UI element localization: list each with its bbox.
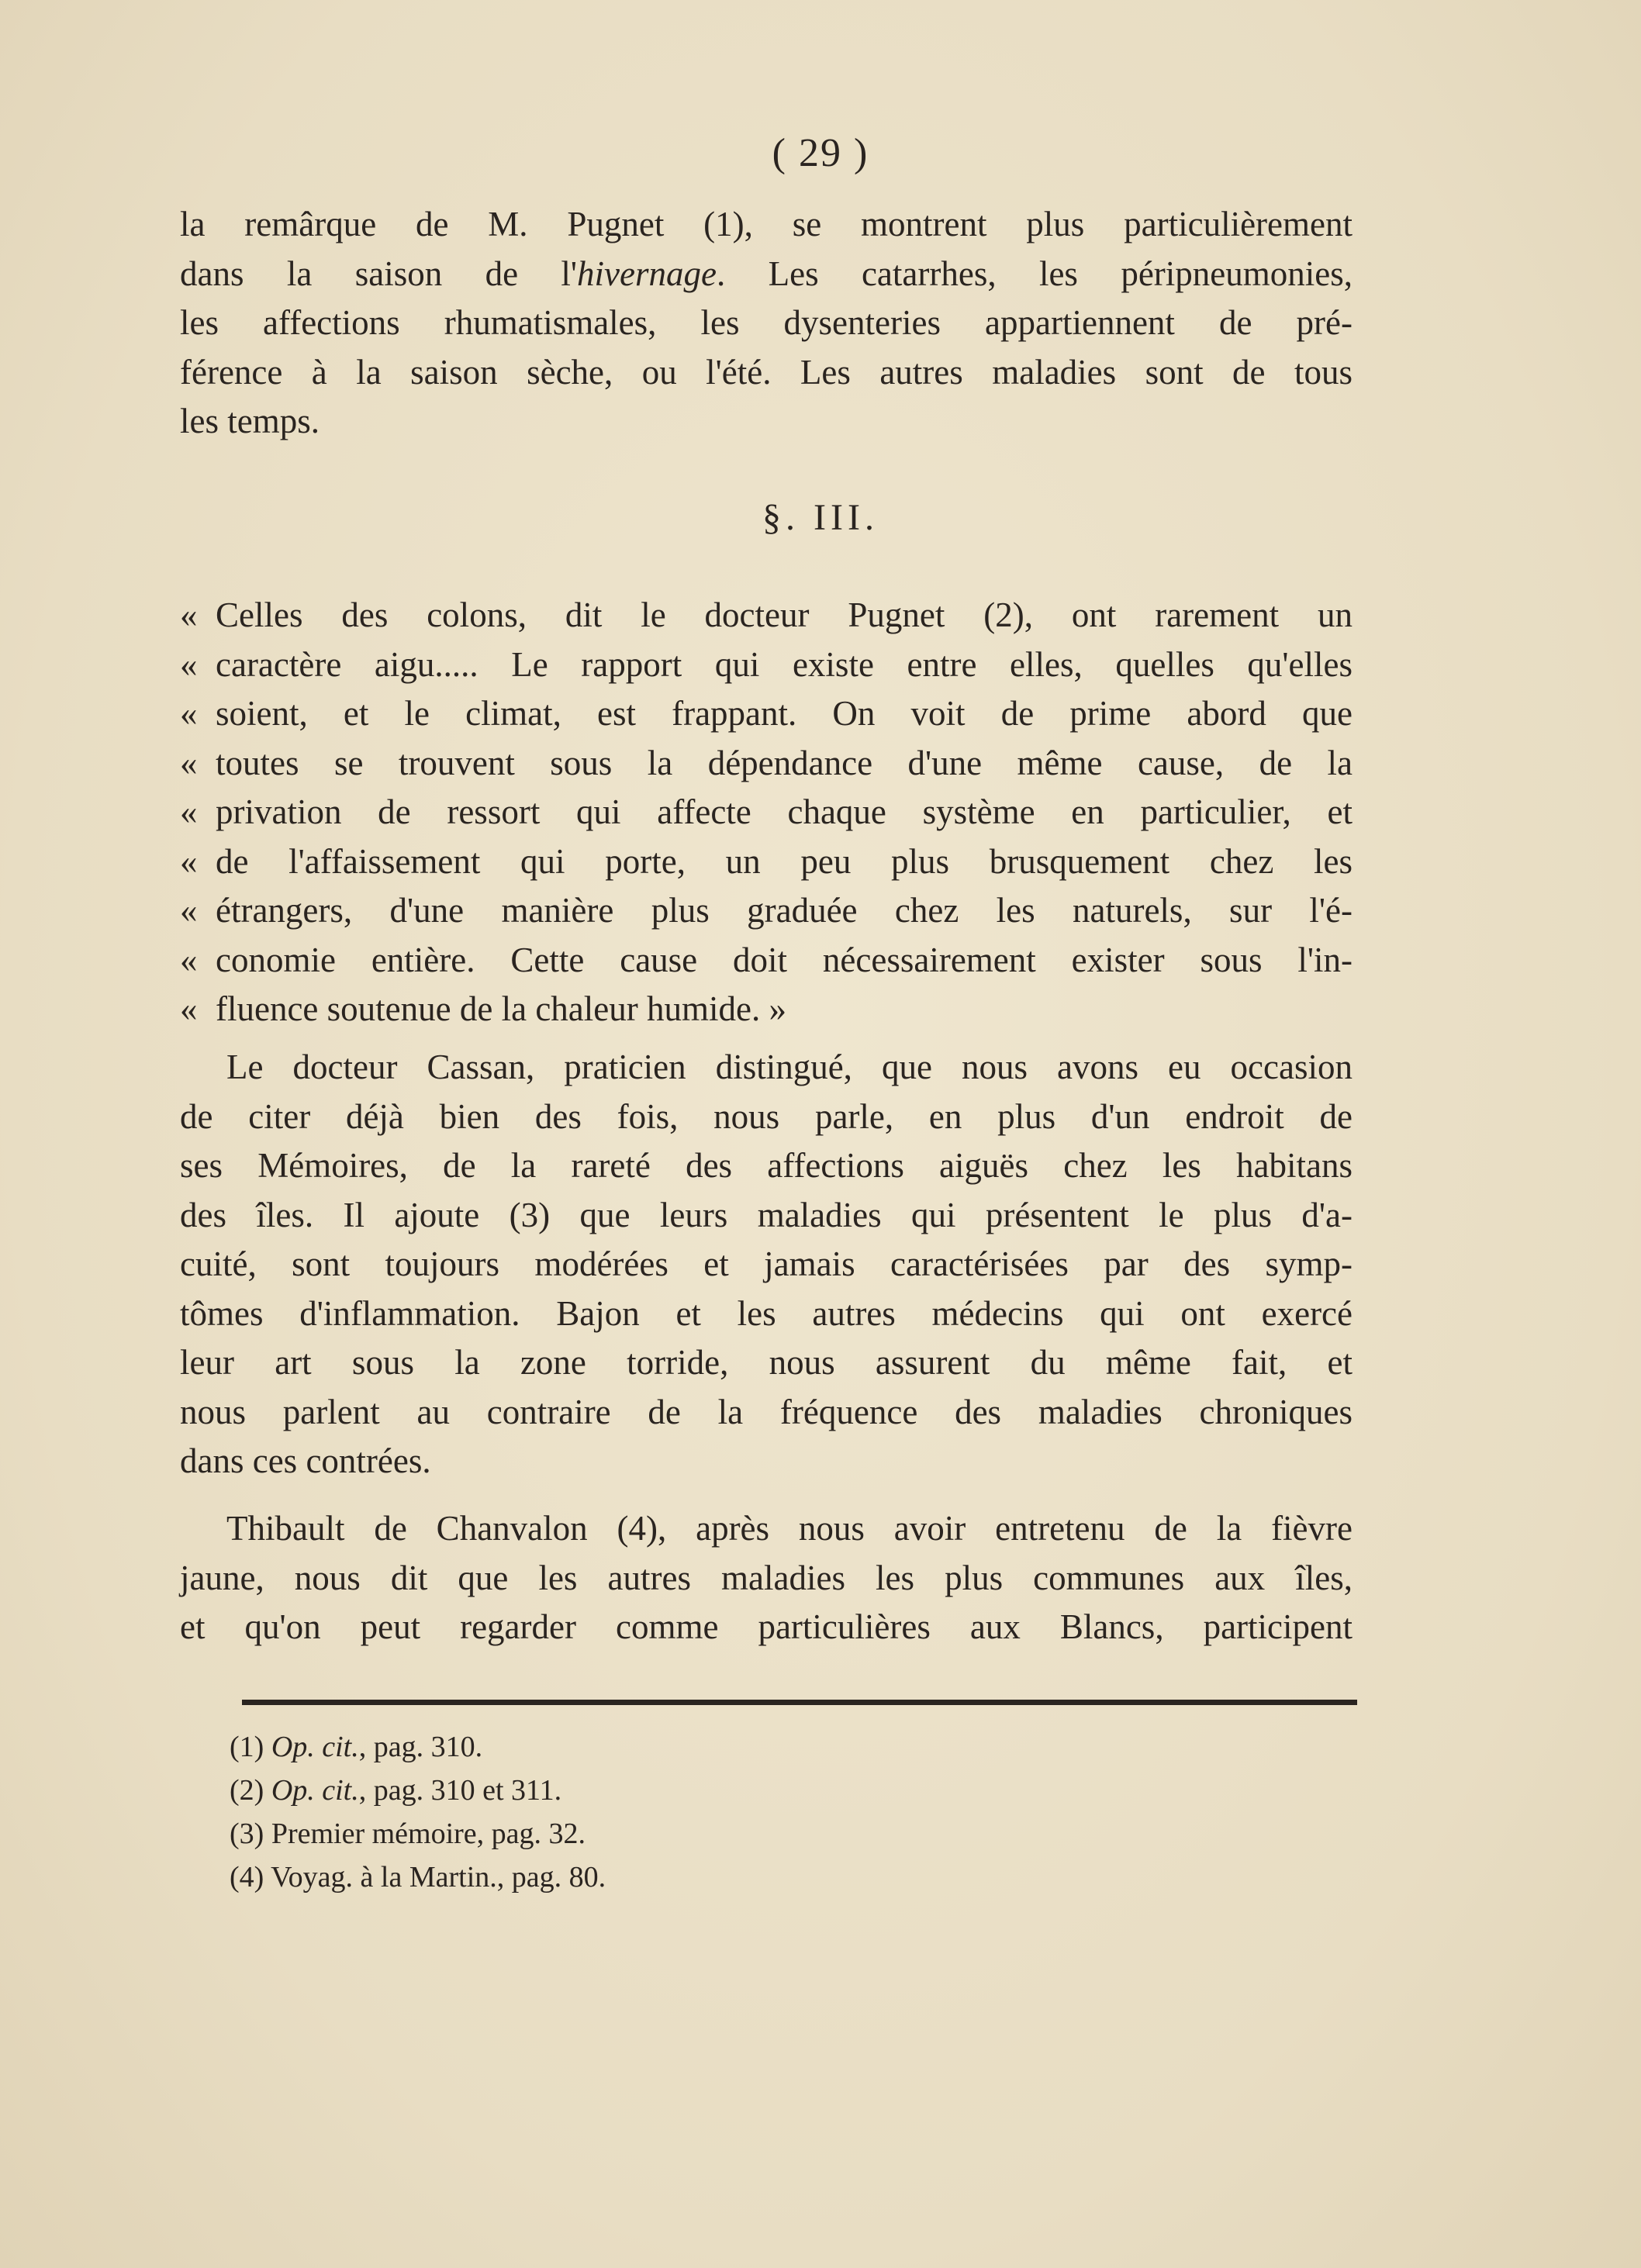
quotation xyxy=(180,591,1353,1034)
quote-line xyxy=(180,936,1353,986)
footnote-text: Premier mémoire, pag. 32. xyxy=(271,1818,586,1850)
footnote-mark: (3) xyxy=(230,1818,264,1850)
quote-line-text: privation de ressort qui affecte chaque système en particulier, et xyxy=(216,792,1353,831)
text-line: Le docteur Cassan, praticien distingué, que nous avons eu occasion xyxy=(226,1048,1353,1086)
text-line: férence à la saison sèche, ou l'été. Les autres maladies sont de tous xyxy=(180,352,1353,392)
paragraph-1 xyxy=(180,200,1353,447)
quote-line xyxy=(180,837,1353,887)
footnotes xyxy=(230,1725,606,1899)
footnote xyxy=(230,1855,606,1899)
quote-mark: « xyxy=(180,989,198,1028)
quote-line-text: Celles des colons, dit le docteur Pugnet (2), ont rarement un xyxy=(216,595,1353,634)
text-line: tômes d'inflammation. Bajon et les autres médecins qui ont exercé xyxy=(180,1293,1353,1333)
paragraph-2 xyxy=(180,1043,1353,1486)
quote-line xyxy=(180,985,1353,1034)
text-line: jaune, nous dit que les autres maladies les plus communes aux îles, xyxy=(180,1558,1353,1597)
footnote-text: , pag. 310 et 311. xyxy=(358,1774,562,1807)
footnote xyxy=(230,1812,606,1855)
quote-line-text: conomie entière. Cette cause doit nécessairement exister sous l'in- xyxy=(216,940,1353,979)
quote-line-text: soient, et le climat, est frappant. On voit de prime abord que xyxy=(216,694,1353,733)
quote-line xyxy=(180,640,1353,690)
text-line xyxy=(180,250,1353,299)
footnote-mark: (2) xyxy=(230,1774,264,1807)
quote-line-text: de l'affaissement qui porte, un peu plus brusquement chez les xyxy=(216,841,1353,881)
text-line: nous parlent au contraire de la fréquence des maladies chroniques xyxy=(180,1392,1353,1431)
quote-line xyxy=(180,886,1353,936)
footnote-rule xyxy=(242,1700,1357,1705)
footnote-mark: (4) xyxy=(230,1861,264,1893)
footnote-ref: Op. cit. xyxy=(271,1731,359,1763)
quote-line xyxy=(180,788,1353,837)
quote-mark: « xyxy=(180,792,198,831)
footnote xyxy=(230,1725,606,1769)
paragraph-3 xyxy=(180,1504,1353,1652)
page-number: ( 29 ) xyxy=(772,131,869,175)
quote-line xyxy=(180,689,1353,739)
emphasized-word: hivernage xyxy=(577,254,717,293)
footnote-mark: (1) xyxy=(230,1731,264,1763)
quote-mark: « xyxy=(180,940,198,979)
section-heading: §. III. xyxy=(762,497,879,538)
text-line: dans ces contrées. xyxy=(180,1441,431,1480)
text-line-content: dans la saison de l'hivernage. Les catarrhes, les péripneumonies, xyxy=(180,254,1353,293)
footnote xyxy=(230,1769,606,1812)
quote-line xyxy=(180,591,1353,640)
quote-mark: « xyxy=(180,841,198,881)
quote-mark: « xyxy=(180,595,198,634)
quote-mark: « xyxy=(180,644,198,684)
text-line: leur art sous la zone torride, nous assurent du même fait, et xyxy=(180,1343,1353,1382)
footnote-text: Voyag. à la Martin., pag. 80. xyxy=(271,1861,606,1893)
footnote-ref: Op. cit. xyxy=(271,1774,359,1807)
text-line: des îles. Il ajoute (3) que leurs maladies qui présentent le plus d'a- xyxy=(180,1195,1353,1234)
quote-line-text: fluence soutenue de la chaleur humide. » xyxy=(216,989,786,1028)
quote-line-text: caractère aigu..... Le rapport qui existe entre elles, quelles qu'elles xyxy=(216,644,1353,684)
quote-mark: « xyxy=(180,743,198,782)
quote-line-text: étrangers, d'une manière plus graduée chez les naturels, sur l'é- xyxy=(216,891,1353,930)
text-line: les affections rhumatismales, les dysenteries appartiennent de pré- xyxy=(180,303,1353,342)
text-line: ses Mémoires, de la rareté des affections aiguës chez les habitans xyxy=(180,1146,1353,1185)
text-line: cuité, sont toujours modérées et jamais caractérisées par des symp- xyxy=(180,1244,1353,1283)
quote-mark: « xyxy=(180,891,198,930)
text-line: la remârque de M. Pugnet (1), se montrent plus particulièrement xyxy=(180,205,1353,243)
text-line: les temps. xyxy=(180,402,320,440)
text-line: et qu'on peut regarder comme particulières aux Blancs, participent xyxy=(180,1607,1353,1646)
quote-line xyxy=(180,739,1353,789)
quote-mark: « xyxy=(180,694,198,733)
quote-line-text: toutes se trouvent sous la dépendance d'une même cause, de la xyxy=(216,743,1353,782)
text-line: Thibault de Chanvalon (4), après nous avoir entretenu de la fièvre xyxy=(226,1509,1353,1548)
footnote-text: , pag. 310. xyxy=(358,1731,483,1763)
text-line: de citer déjà bien des fois, nous parle, en plus d'un endroit de xyxy=(180,1096,1353,1136)
